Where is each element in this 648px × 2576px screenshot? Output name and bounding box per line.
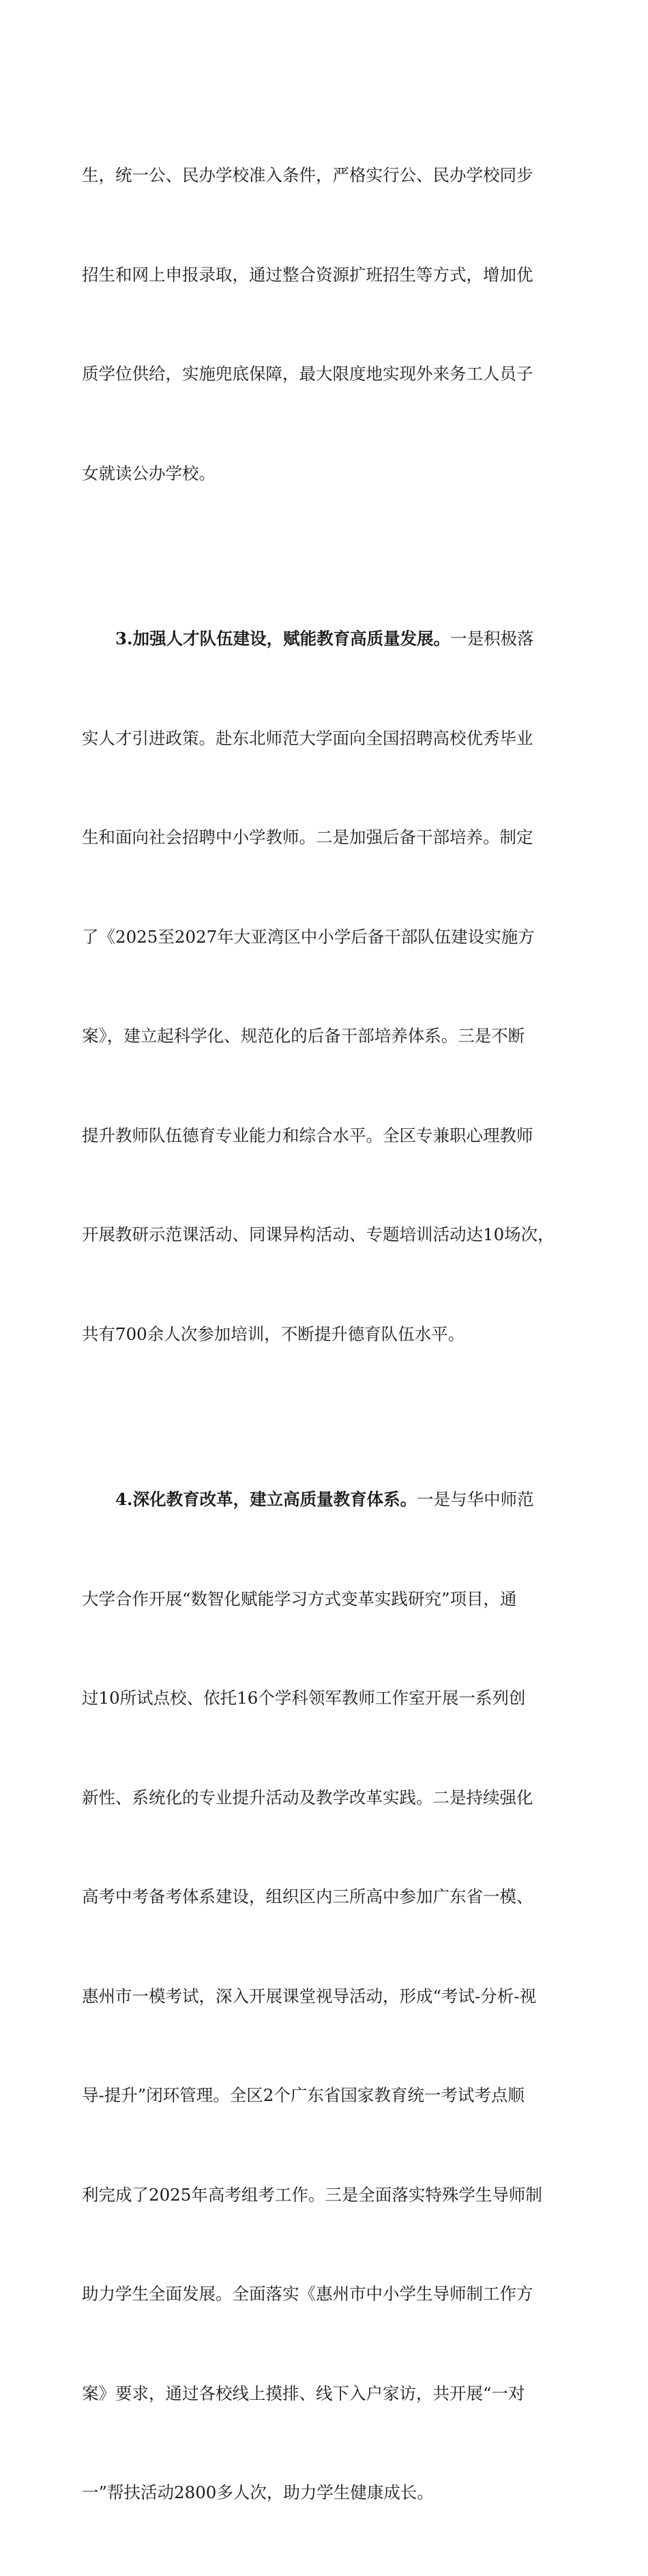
paragraph-line: 大学合作开展“数智化赋能学习方式变革实践研究”项目，通: [82, 1588, 517, 1609]
paragraph-first-line: [82, 622, 568, 656]
paragraph-line: 案》，建立起科学化、规范化的后备干部培养体系。三是不断: [82, 1026, 525, 1046]
paragraph-line-rest: 一是与华中师范: [417, 1489, 534, 1509]
paragraph-3: [82, 1417, 568, 2576]
paragraph-line: 新性、系统化的专业提升活动及教学改革实践。二是持续强化: [82, 1787, 533, 1807]
paragraph-first-line: [82, 1483, 568, 1517]
paragraph-line: 案》要求，通过各校线上摸排、线下入户家访，共开展“一对: [82, 2383, 525, 2403]
paragraph-line: 助力学生全面发展。全面落实《惠州市中小学生导师制工作方: [82, 2284, 533, 2304]
paragraph-line: 导-提升”闭环管理。全区2个广东省国家教育统一考试考点顺: [82, 2085, 525, 2105]
paragraph-line-rest: 一是积极落: [450, 629, 534, 648]
paragraph-line: 实人才引进政策。赴东北师范大学面向全国招聘高校优秀毕业: [82, 728, 533, 748]
paragraph-line: 一”帮扶活动2800多人次，助力学生健康成长。: [82, 2482, 434, 2502]
section-heading-3: 3.加强人才队伍建设，赋能教育高质量发展。: [115, 629, 451, 648]
paragraph-line: 惠州市一模考试，深入开展课堂视导活动，形成“考试-分析-视: [82, 1986, 537, 2006]
paragraph-line: 女就读公办学校。: [82, 463, 216, 483]
paragraph-1: [82, 93, 568, 556]
paragraph-line: 招生和网上申报录取，通过整合资源扩班招生等方式，增加优: [82, 264, 533, 285]
paragraph-line: 共有700余人次参加培训，不断提升德育队伍水平。: [82, 1323, 465, 1344]
paragraph-line: 提升教师队伍德育专业能力和综合水平。全区专兼职心理教师: [82, 1125, 533, 1145]
paragraph-line: 了《2025至2027年大亚湾区中小学后备干部队伍建设实施方: [82, 926, 535, 947]
paragraph-2: [82, 556, 568, 1417]
paragraph-line: 利完成了2025年高考组考工作。三是全面落实特殊学生导师制: [82, 2184, 542, 2205]
paragraph-line: 质学位供给，实施兜底保障，最大限度地实现外来务工人员子: [82, 364, 533, 384]
paragraph-line: 生，统一公、民办学校准入条件，严格实行公、民办学校同步: [82, 165, 533, 185]
section-heading-4: 4.深化教育改革，建立高质量教育体系。: [115, 1489, 417, 1509]
paragraph-line: 开展教研示范课活动、同课异构活动、专题培训活动达10场次，: [82, 1225, 555, 1244]
paragraph-line: 生和面向社会招聘中小学教师。二是加强后备干部培养。制定: [82, 827, 533, 847]
paragraph-line: 过10所试点校、依托16个学科领军教师工作室开展一系列创: [82, 1688, 526, 1708]
paragraph-line: 高考中考备考体系建设，组织区内三所高中参加广东省一模、: [82, 1887, 533, 1906]
document-body: [82, 93, 568, 2576]
